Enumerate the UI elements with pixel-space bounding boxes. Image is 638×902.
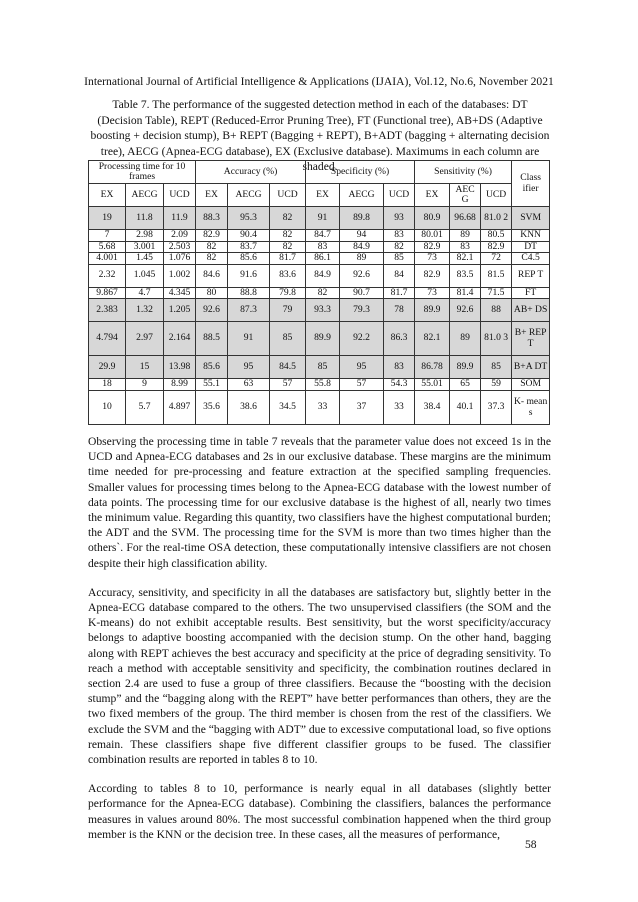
classifier-cell: K- mean s (512, 391, 550, 425)
header-processing-time: Processing time for 10 frames (89, 161, 196, 184)
table-cell: 85.6 (196, 356, 228, 379)
table-cell: 92.6 (450, 299, 481, 322)
table-cell: 83.6 (270, 264, 306, 287)
table-cell: 63 (228, 379, 270, 391)
table-cell: 84.9 (340, 241, 384, 253)
table-cell: 84.9 (306, 264, 340, 287)
table-cell: 2.32 (89, 264, 126, 287)
table-cell: 1.045 (126, 264, 164, 287)
paragraph: Accuracy, sensitivity, and specificity in all the databases are satisfactory but, slightly better in the Apnea-ECG database compared to the others. The two unsupervised classifiers (the SOM and the K-means) do not exhibit acceptable results. Best sensitivity, but the worst specificity/accuracy belongs to adaptive boosting accompanied with the decision stump. On the other hand, bagging along with REPT achieves the best accuracy and specificity at the price of degrading sensitivity. To reach a method with acceptable sensitivity and specificity, the combination routines declared in section 2.4 are used to fuse a group of three classifiers. Because the “boosting with the decision stump” and the “bagging along with the REPT” have better performances than others, they are the two fixed members of the group. The third member is chosen from the rest of the classifiers. We exclude the SVM and the “bagging with ADT” due to excessive computational load, so five options remain. These classifiers shape five different classifier groups to be fused. The classifier combination results are reported in tables 8 to 10. (88, 585, 552, 767)
table-cell: 79 (270, 299, 306, 322)
table-cell: 93 (384, 207, 415, 230)
sub-header-row (89, 184, 550, 207)
body-text (88, 434, 551, 856)
table-cell: 1.002 (164, 264, 196, 287)
table-cell: 87.3 (228, 299, 270, 322)
table-body (89, 207, 550, 425)
table-cell: 72 (481, 253, 512, 265)
sub-header-cell: UCD (481, 184, 512, 207)
table-cell: 4.345 (164, 287, 196, 299)
table-cell: 82.9 (415, 241, 450, 253)
table-cell: 80 (196, 287, 228, 299)
table-row (89, 230, 550, 242)
table-cell: 81.5 (481, 264, 512, 287)
table-cell: 5.68 (89, 241, 126, 253)
table-cell: 29.9 (89, 356, 126, 379)
table-cell: 91 (228, 322, 270, 356)
table-cell: 92.2 (340, 322, 384, 356)
table-cell: 1.32 (126, 299, 164, 322)
header-classifier: Class ifier (512, 161, 550, 207)
table-row (89, 322, 550, 356)
table-cell: 84.5 (270, 356, 306, 379)
header-accuracy: Accuracy (%) (196, 161, 306, 184)
classifier-cell: KNN (512, 230, 550, 242)
table-cell: 81.0 3 (481, 322, 512, 356)
classifier-cell: FT (512, 287, 550, 299)
table-cell: 79.3 (340, 299, 384, 322)
table-cell: 65 (450, 379, 481, 391)
classifier-cell: SVM (512, 207, 550, 230)
table-cell: 96.68 (450, 207, 481, 230)
table-cell: 84.7 (306, 230, 340, 242)
table-cell: 19 (89, 207, 126, 230)
table-cell: 92.6 (196, 299, 228, 322)
sub-header-cell: AEC G (450, 184, 481, 207)
table-cell: 82.9 (481, 241, 512, 253)
table-cell: 82.9 (415, 264, 450, 287)
sub-header-cell: AECG (126, 184, 164, 207)
table-cell: 81.7 (384, 287, 415, 299)
table-cell: 81.4 (450, 287, 481, 299)
table-row (89, 264, 550, 287)
table-cell: 15 (126, 356, 164, 379)
classifier-cell: AB+ DS (512, 299, 550, 322)
table-cell: 82 (196, 253, 228, 265)
table-cell: 83.5 (450, 264, 481, 287)
table-cell: 89 (340, 253, 384, 265)
table-cell: 9.867 (89, 287, 126, 299)
table-cell: 90.7 (340, 287, 384, 299)
table-cell: 85.6 (228, 253, 270, 265)
table-cell: 88.3 (196, 207, 228, 230)
table-cell: 86.3 (384, 322, 415, 356)
sub-header-cell: UCD (270, 184, 306, 207)
table-cell: 1.45 (126, 253, 164, 265)
sub-header-cell: EX (415, 184, 450, 207)
paragraph: Observing the processing time in table 7 reveals that the parameter value does not exceed 1s in the UCD and Apnea-ECG databases and 2s in our exclusive database. These margins are the minimum time needed for pre-processing and feature extraction at the specified sampling frequencies. Smaller values for processing times belong to the Apnea-ECG database with the lowest number of data points. The processing time for our exclusive database is the highest of all, nearly two times the minimum value. Regarding this quantity, two classifiers have the highest computational burden; the ADT and the SVM. The processing time for the SVM is more than two times higher than the others`. For the real-time OSA detection, these computationally intensive classifiers are not chosen despite their high classification ability. (88, 435, 551, 570)
sub-header-cell: EX (89, 184, 126, 207)
table-cell: 82 (384, 241, 415, 253)
paragraph: According to tables 8 to 10, performance is nearly equal in all databases (slightly better performance for the Apnea-ECG database). Combining the classifiers, balances the performance measures in values around 80%. The most successful combination happened when the third group member is the KNN or the decision tree. In these cases, all the measures of performance, (88, 782, 551, 841)
results-table (88, 160, 550, 425)
table-cell: 85 (270, 322, 306, 356)
table-row (89, 253, 550, 265)
table-cell: 33 (306, 391, 340, 425)
table-cell: 84.6 (196, 264, 228, 287)
table-cell: 40.1 (450, 391, 481, 425)
table-cell: 89.9 (306, 322, 340, 356)
table-cell: 2.164 (164, 322, 196, 356)
table-cell: 1.076 (164, 253, 196, 265)
sub-header-cell: EX (196, 184, 228, 207)
table-cell: 88.5 (196, 322, 228, 356)
table-cell: 83 (450, 241, 481, 253)
page-number: 58 (525, 838, 537, 851)
table-cell: 13.98 (164, 356, 196, 379)
table-cell: 73 (415, 287, 450, 299)
table-cell: 4.794 (89, 322, 126, 356)
table-cell: 54.3 (384, 379, 415, 391)
table-cell: 83 (384, 356, 415, 379)
table-row (89, 391, 550, 425)
sub-header-cell: AECG (228, 184, 270, 207)
table-cell: 91.6 (228, 264, 270, 287)
table-cell: 82.1 (450, 253, 481, 265)
table-cell: 86.1 (306, 253, 340, 265)
table-cell: 34.5 (270, 391, 306, 425)
table-cell: 89 (450, 230, 481, 242)
table-row (89, 241, 550, 253)
table-cell: 78 (384, 299, 415, 322)
table-cell: 71.5 (481, 287, 512, 299)
table-cell: 8.99 (164, 379, 196, 391)
table-cell: 3.001 (126, 241, 164, 253)
table-cell: 9 (126, 379, 164, 391)
table-cell: 95 (340, 356, 384, 379)
table-cell: 89.8 (340, 207, 384, 230)
sub-header-cell: EX (306, 184, 340, 207)
table-cell: 80.01 (415, 230, 450, 242)
table-cell: 2.09 (164, 230, 196, 242)
sub-header-cell: UCD (384, 184, 415, 207)
table-row (89, 299, 550, 322)
group-header-row (89, 161, 550, 184)
table-cell: 55.01 (415, 379, 450, 391)
table-cell: 83.7 (228, 241, 270, 253)
table-cell: 59 (481, 379, 512, 391)
table-cell: 2.503 (164, 241, 196, 253)
table-cell: 37 (340, 391, 384, 425)
header-specificity: Specificity (%) (306, 161, 415, 184)
table-cell: 55.8 (306, 379, 340, 391)
table-cell: 95 (228, 356, 270, 379)
table-cell: 82.1 (415, 322, 450, 356)
table-cell: 82.9 (196, 230, 228, 242)
table-cell: 2.383 (89, 299, 126, 322)
classifier-cell: DT (512, 241, 550, 253)
table-cell: 82 (306, 287, 340, 299)
table-cell: 83 (306, 241, 340, 253)
table-cell: 82 (270, 230, 306, 242)
table-cell: 4.7 (126, 287, 164, 299)
table-cell: 86.78 (415, 356, 450, 379)
table-cell: 2.97 (126, 322, 164, 356)
sub-header-cell: AECG (340, 184, 384, 207)
journal-header: International Journal of Artificial Intelligence & Applications (IJAIA), Vol.12, No.6, November 2021 (84, 75, 554, 88)
table-cell: 85 (306, 356, 340, 379)
table-cell: 83 (384, 230, 415, 242)
table-cell: 88 (481, 299, 512, 322)
table-cell: 89 (450, 322, 481, 356)
classifier-cell: C4.5 (512, 253, 550, 265)
table-cell: 82 (196, 241, 228, 253)
table-cell: 33 (384, 391, 415, 425)
table-cell: 4.001 (89, 253, 126, 265)
table-row (89, 379, 550, 391)
classifier-cell: B+A DT (512, 356, 550, 379)
table-cell: 18 (89, 379, 126, 391)
table-cell: 80.9 (415, 207, 450, 230)
table-cell: 82 (270, 241, 306, 253)
table-cell: 90.4 (228, 230, 270, 242)
table-cell: 73 (415, 253, 450, 265)
table-cell: 1.205 (164, 299, 196, 322)
table-cell: 11.9 (164, 207, 196, 230)
table-cell: 55.1 (196, 379, 228, 391)
table-cell: 80.5 (481, 230, 512, 242)
table-cell: 81.7 (270, 253, 306, 265)
table-cell: 37.3 (481, 391, 512, 425)
table-cell: 91 (306, 207, 340, 230)
table-cell: 94 (340, 230, 384, 242)
table-cell: 38.6 (228, 391, 270, 425)
classifier-cell: REP T (512, 264, 550, 287)
table-cell: 89.9 (415, 299, 450, 322)
table-cell: 57 (270, 379, 306, 391)
table-cell: 84 (384, 264, 415, 287)
sub-header-cell: UCD (164, 184, 196, 207)
table-cell: 88.8 (228, 287, 270, 299)
table-cell: 57 (340, 379, 384, 391)
table-cell: 82 (270, 207, 306, 230)
table-cell: 38.4 (415, 391, 450, 425)
table-cell: 95.3 (228, 207, 270, 230)
table-cell: 11.8 (126, 207, 164, 230)
table-cell: 85 (384, 253, 415, 265)
table-cell: 79.8 (270, 287, 306, 299)
table-cell: 4.897 (164, 391, 196, 425)
table-cell: 85 (481, 356, 512, 379)
table-cell: 5.7 (126, 391, 164, 425)
classifier-cell: SOM (512, 379, 550, 391)
header-sensitivity: Sensitivity (%) (415, 161, 512, 184)
table-cell: 81.0 2 (481, 207, 512, 230)
table-cell: 7 (89, 230, 126, 242)
table-row (89, 356, 550, 379)
table-row (89, 287, 550, 299)
classifier-cell: B+ REP T (512, 322, 550, 356)
table-cell: 89.9 (450, 356, 481, 379)
table-caption: Table 7. The performance of the suggested detection method in each of the databases: DT (Decision Table), REPT (Reduced-Error Pruning Tree), FT (Functional tree), AB+DS (Adaptive boosting + decision stump), B+ REPT (Bagging + REPT), B+ADT (bagging + alternating decision tree), AECG (Apnea-ECG database), EX (Exclusive database). Maximums in each column are shaded. (90, 98, 550, 174)
table-cell: 93.3 (306, 299, 340, 322)
table-cell: 2.98 (126, 230, 164, 242)
table-cell: 35.6 (196, 391, 228, 425)
table-cell: 10 (89, 391, 126, 425)
table-cell: 92.6 (340, 264, 384, 287)
table-row (89, 207, 550, 230)
